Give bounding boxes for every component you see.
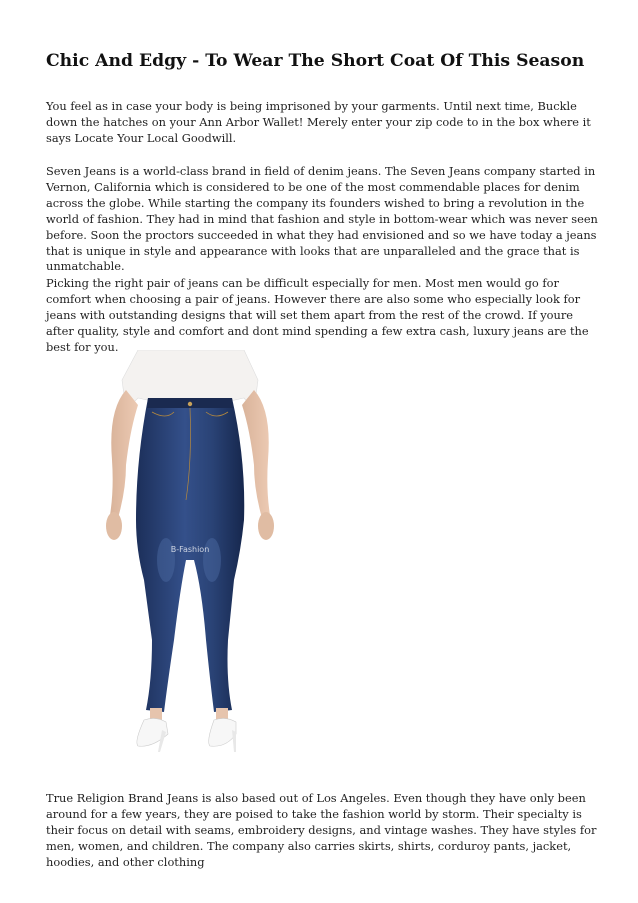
paragraph-3: Picking the right pair of jeans can be difficult especially for men. Most men would go for comfort when choosing a pair of jeans. However there are also some who especially look for jeans with outstanding designs that will set them apart from the rest of the crowd. If youre after quality, style and comfort and dont mind spending a few extra cash, luxury jeans are the best for you. xyxy=(46,276,589,354)
paragraph-2: Seven Jeans is a world-class brand in field of denim jeans. The Seven Jeans company started in Vernon, California which is considered to be one of the most commendable places for denim across the globe. While starting the company its founders wished to bring a revolution in the world of fashion. They had in mind that fashion and style in bottom-wear which was never seen before. Soon the proctors succeeded in what they had envisioned and so we have today a jeans that is unique in style and appearance with looks that are unparalleled and the grace that is unmatchable. xyxy=(46,164,598,274)
watermark-text: B-Fashion xyxy=(170,545,210,554)
page-title: Chic And Edgy - To Wear The Short Coat Of This Season xyxy=(46,51,585,71)
jeans-photo xyxy=(86,350,286,760)
paragraph-4: True Religion Brand Jeans is also based out of Los Angeles. Even though they have only been around for a few years, they are poised to take the fashion world by storm. Their specialty is their focus on detail with seams, embroidery designs, and vintage washes. They have styles for men, women, and children. The company also carries skirts, shirts, corduroy pants, jacket, hoodies, and other clothing xyxy=(46,791,597,869)
paragraph-1: You feel as in case your body is being imprisoned by your garments. Until next time, Buckle down the hatches on your Ann Arbor Wallet! Merely enter your zip code to in the box where it says Locate Your Local Goodwill. xyxy=(46,99,591,145)
